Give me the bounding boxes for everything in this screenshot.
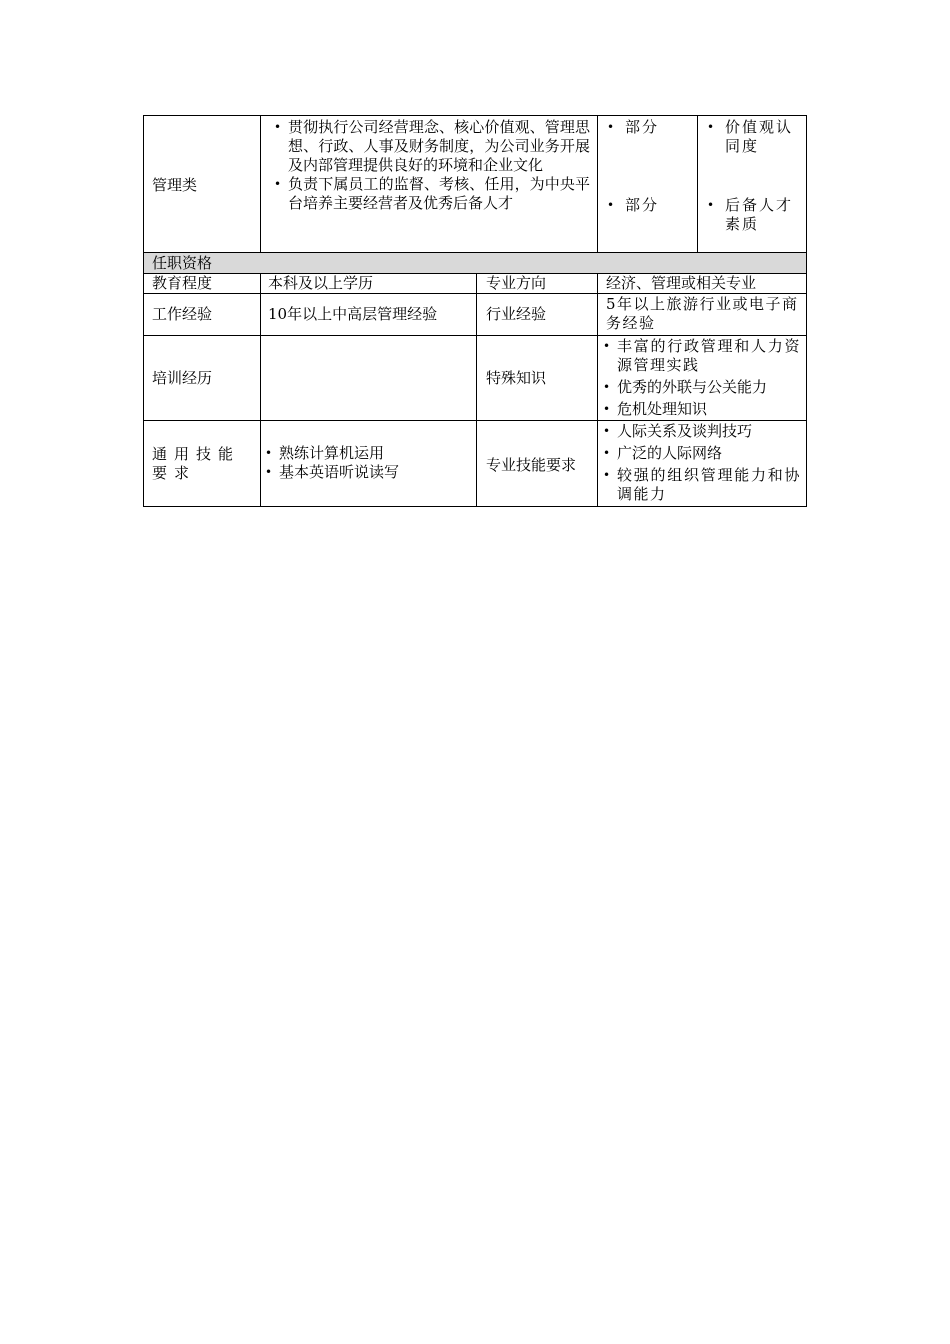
responsibility-item: • 贯彻执行公司经营理念、核心价值观、管理思想、行政、人事及财务制度，为公司业务开展及内部管理提供良好的环境和企业文化 xyxy=(272,118,590,175)
work-experience-value: 10年以上中高层管理经验 xyxy=(268,305,438,323)
industry-experience-label: 行业经验 xyxy=(486,305,547,323)
professional-skill-item: • 广泛的人际网络 xyxy=(601,444,801,463)
category-label: 管理类 xyxy=(152,176,198,194)
responsibility-list xyxy=(272,118,590,213)
section-header-bar xyxy=(144,253,806,273)
general-skills-label: 通用技能要求 xyxy=(152,445,241,482)
special-knowledge-label: 特殊知识 xyxy=(486,369,547,387)
major-value: 经济、管理或相关专业 xyxy=(606,274,757,292)
indicator-item: • 后备人才素质 xyxy=(705,196,801,234)
work-experience-label: 工作经验 xyxy=(152,305,213,323)
responsibility-item: • 负责下属员工的监督、考核、任用，为中央平台培养主要经营者及优秀后备人才 xyxy=(272,175,590,213)
professional-skill-item: • 人际关系及谈判技巧 xyxy=(601,422,801,441)
education-value: 本科及以上学历 xyxy=(268,274,374,292)
professional-skills-list xyxy=(601,422,801,507)
weight-list xyxy=(605,118,693,137)
weight-item: • 部分 xyxy=(605,196,693,215)
industry-experience-value: 5年以上旅游行业或电子商务经验 xyxy=(606,295,799,332)
special-knowledge-item: • 危机处理知识 xyxy=(601,400,801,419)
general-skill-item: • 基本英语听说读写 xyxy=(263,463,468,482)
special-knowledge-item: • 丰富的行政管理和人力资源管理实践 xyxy=(601,337,801,375)
weight-item: • 部分 xyxy=(605,118,693,137)
professional-skill-item: • 较强的组织管理能力和协调能力 xyxy=(601,466,801,504)
education-label: 教育程度 xyxy=(152,274,213,292)
special-knowledge-list xyxy=(601,337,801,422)
general-skills-list xyxy=(263,444,468,482)
major-label: 专业方向 xyxy=(486,274,547,292)
general-skill-item: • 熟练计算机运用 xyxy=(263,444,468,463)
indicator-item: • 价值观认同度 xyxy=(705,118,801,156)
section-title: 任职资格 xyxy=(152,254,213,272)
training-label: 培训经历 xyxy=(152,369,213,387)
professional-skills-label: 专业技能要求 xyxy=(486,456,577,474)
indicator-list xyxy=(705,118,801,156)
special-knowledge-item: • 优秀的外联与公关能力 xyxy=(601,378,801,397)
